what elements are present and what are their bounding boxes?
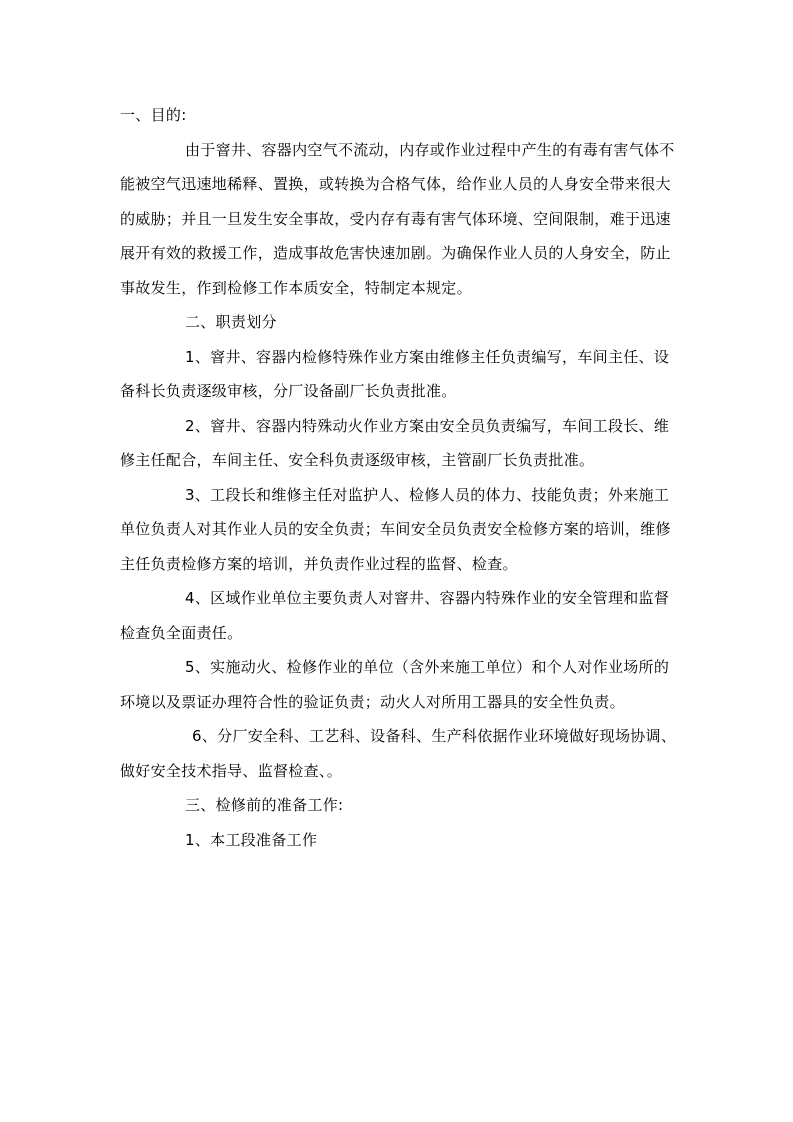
preparation-item-1: 1、本工段准备工作 xyxy=(185,830,318,849)
paragraph-purpose: 由于窨井、容器内空气不流动，内存或作业过程中产生的有毒有害气体不能被空气迅速地稀释、置换，或转换为合格气体，给作业人员的人身安全带来很大的威胁；并且一旦发生安全事故，受内存有毒有害气体环境、空间限制，难于迅速展开有效的救援工作，造成事故危害快速加剧。为确保作业人员的人身安全，防止事故发生，作到检修工作本质安全，特制定本规定。 xyxy=(120,140,675,297)
document-body xyxy=(120,98,680,857)
responsibility-item-5: 5、实施动火、检修作业的单位（含外来施工单位）和个人对作业场所的环境以及票证办理符合性的验证负责；动火人对所用工器具的安全性负责。 xyxy=(120,658,670,711)
section-heading-preparation: 三、检修前的准备工作: xyxy=(185,796,344,814)
section-heading-responsibilities: 二、职责划分 xyxy=(185,313,277,331)
responsibility-item-1: 1、窨井、容器内检修特殊作业方案由维修主任负责编写，车间主任、设备科长负责逐级审核，分厂设备副厂长负责批准。 xyxy=(120,347,670,400)
section-heading-purpose: 一、目的: xyxy=(120,106,187,124)
responsibility-item-2: 2、窨井、容器内特殊动火作业方案由安全员负责编写，车间工段长、维修主任配合，车间主任、安全科负责逐级审核，主管副厂长负责批准。 xyxy=(120,416,670,469)
responsibility-item-4: 4、区域作业单位主要负责人对窨井、容器内特殊作业的安全管理和监督检查负全面责任。 xyxy=(120,589,670,642)
responsibility-item-3: 3、工段长和维修主任对监护人、检修人员的体力、技能负责；外来施工单位负责人对其作业人员的安全负责；车间安全员负责安全检修方案的培训，维修主任负责检修方案的培训，并负责作业过程的监督、检查。 xyxy=(120,485,671,573)
responsibility-item-6: 6、分厂安全科、工艺科、设备科、生产科依据作业环境做好现场协调、做好安全技术指导、监督检查、。 xyxy=(120,727,677,780)
